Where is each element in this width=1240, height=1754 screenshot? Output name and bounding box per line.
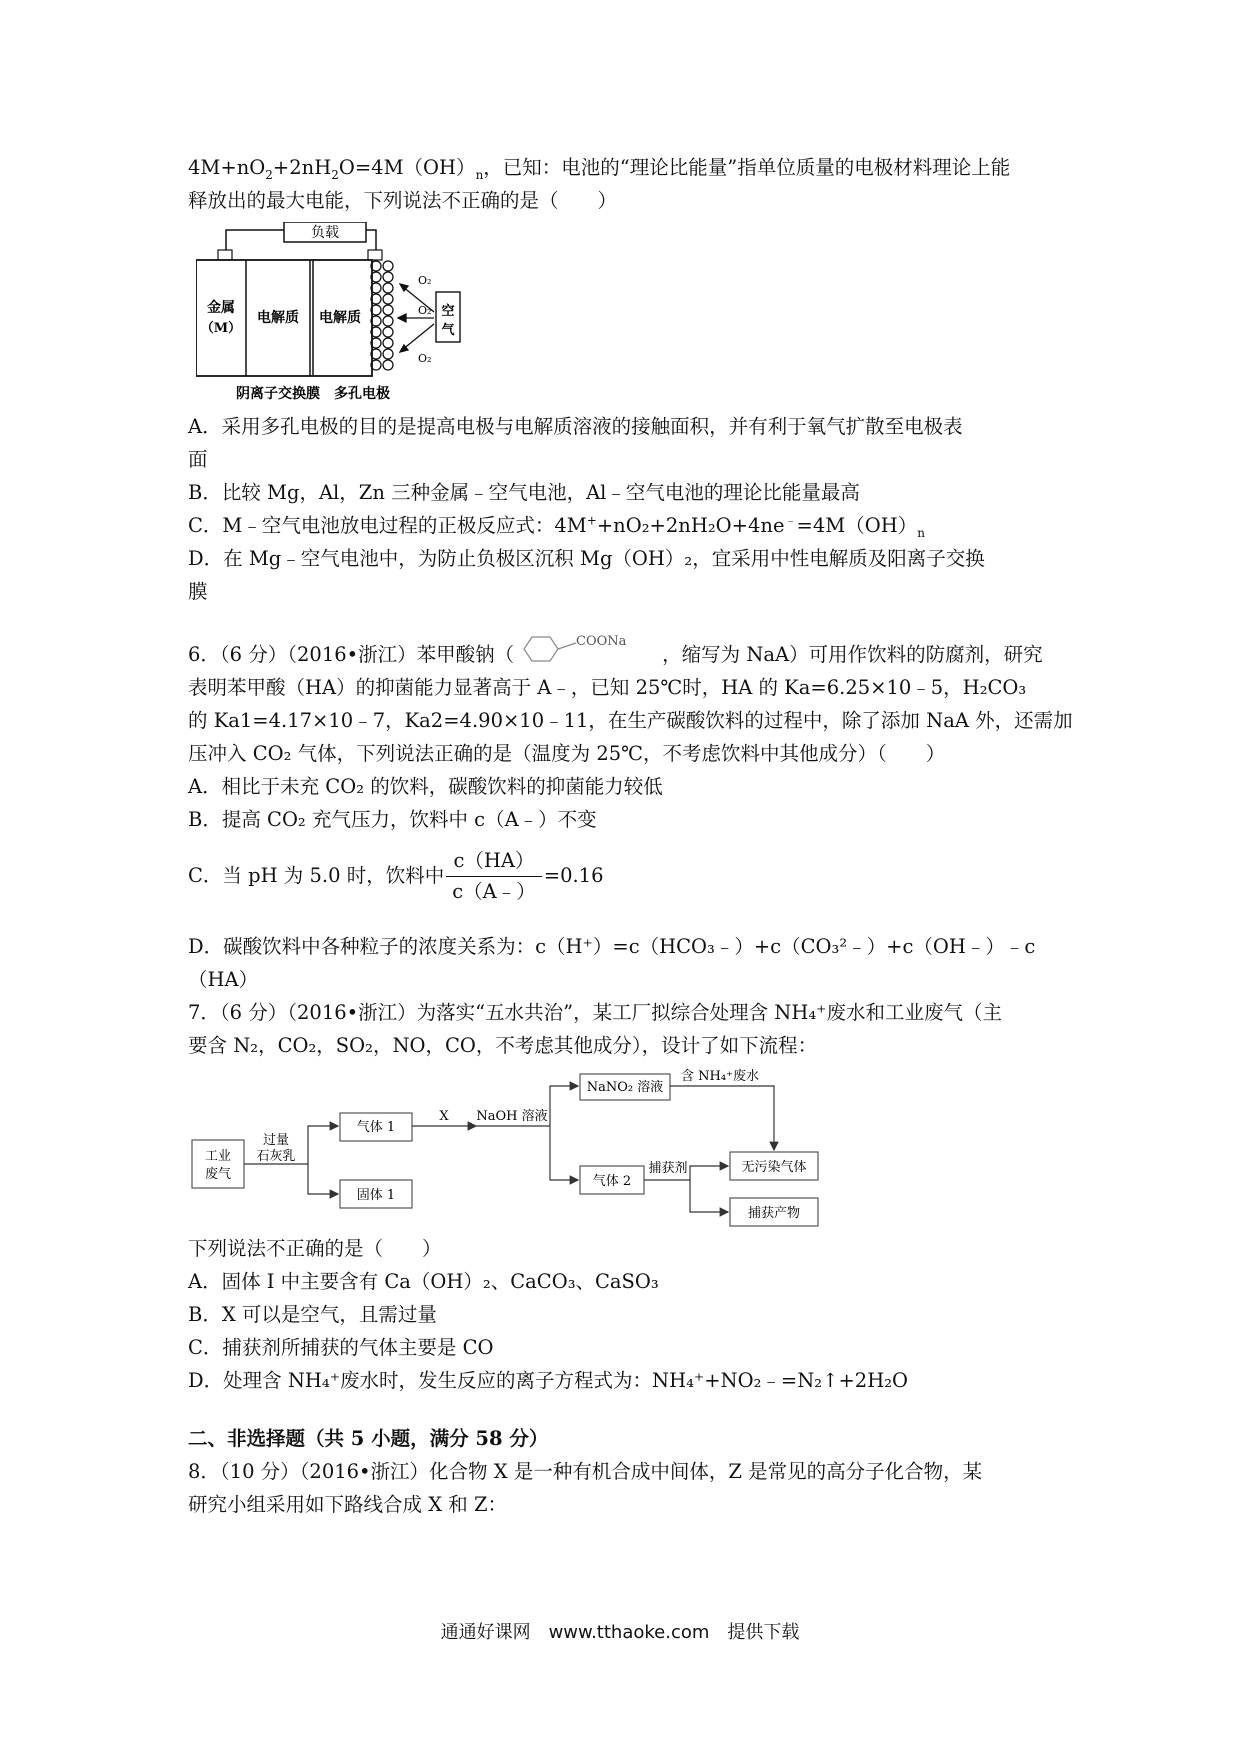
fraction xyxy=(446,846,542,907)
q5-option-a-1: A．采用多孔电极的目的是提高电极与电解质溶液的接触面积，并有利于氧气扩散至电极表 xyxy=(188,415,963,438)
q6-option-d-2: （HA） xyxy=(188,968,259,991)
flow-gas-in-1: 工业 xyxy=(204,1149,232,1164)
q8-line1: 8．（10 分）（2016•浙江）化合物 X 是一种有机合成中间体，Z 是常见的高分子化合物，某 xyxy=(188,1460,983,1483)
flow-capture: 捕获剂 xyxy=(648,1161,688,1176)
q5-option-c: C．M﹣空气电池放电过程的正极反应式：$4M^++nO_2+2nH_2O+4ne^﹣=4M(OH)_n$ xyxy=(188,513,925,540)
q7-option-c: C．捕获剂所捕获的气体主要是 CO xyxy=(188,1336,494,1359)
q6-option-a: A．相比于未充 CO₂ 的饮料，碳酸饮料的抑菌能力较低 xyxy=(188,775,663,798)
flow-gas1: 气体 1 xyxy=(356,1120,396,1135)
q6-option-b: B．提高 CO₂ 充气压力，饮料中 c（A﹣）不变 xyxy=(188,808,597,831)
q7-line1: 7．（6 分）（2016•浙江）为落实“五水共治”，某工厂拟综合处理含 NH₄⁺废水和工业废气（主 xyxy=(188,1001,1002,1024)
flow-naoh: NaOH 溶液 xyxy=(476,1109,548,1124)
q7-option-d: D．处理含 NH₄⁺废水时，发生反应的离子方程式为：NH₄⁺+NO₂﹣=N₂↑+2H₂O xyxy=(188,1369,909,1392)
flow-lime-1: 过量 xyxy=(262,1133,290,1148)
flow-gas-in-2: 废气 xyxy=(204,1167,232,1182)
q8-line2: 研究小组采用如下路线合成 X 和 Z： xyxy=(188,1493,508,1516)
q5-line1: $4M+nO_2+2nH_2O=4M(OH)_n$，已知：电池的“理论比能量”指单位质量的电极材料理论上能 xyxy=(188,156,1011,182)
q6-line3: 的 Ka1=4.17×10﹣7，Ka2=4.90×10﹣11，在生产碳酸饮料的过程中，除了添加 NaA 外，还需加 xyxy=(188,709,1073,732)
text: =4M（OH） xyxy=(796,514,918,537)
section-heading: 二、非选择题（共 5 小题，满分 58 分） xyxy=(188,1427,549,1450)
text: =0.16 xyxy=(543,864,604,887)
text: C．当 pH 为 5.0 时，饮料中 xyxy=(188,864,445,887)
text: +2nH xyxy=(272,156,332,179)
flow-diagram xyxy=(190,1068,840,1228)
battery-caption: 阴离子交换膜 多孔电极 xyxy=(236,386,390,402)
q5-option-d-1: D．在 Mg﹣空气电池中，为防止负极区沉积 Mg（OH）₂，宜采用中性电解质及阳离子交换 xyxy=(188,547,985,570)
text: 4M+nO xyxy=(188,156,266,179)
q5-option-d-2: 膜 xyxy=(188,580,208,603)
q7-question: 下列说法不正确的是（ ） xyxy=(188,1237,442,1260)
electrolyte-left-label: 电解质 xyxy=(257,310,299,326)
q5-option-a-2: 面 xyxy=(188,448,208,471)
q5-option-b: B．比较 Mg，Al，Zn 三种金属﹣空气电池，Al﹣空气电池的理论比能量最高 xyxy=(188,481,860,504)
flow-capture-product: 捕获产物 xyxy=(747,1206,801,1221)
load-label: 负载 xyxy=(311,225,339,241)
o2-label-top: O₂ xyxy=(418,274,432,287)
electrolyte-right-label: 电解质 xyxy=(319,310,361,326)
text: O=4M（OH） xyxy=(338,156,476,179)
q6-line1 xyxy=(188,633,1068,671)
q7-line2: 要含 N₂，CO₂，SO₂，NO，CO，不考虑其他成分），设计了如下流程： xyxy=(188,1034,818,1057)
q6-option-c xyxy=(188,846,1068,907)
text: ，已知：电池的“理论比能量”指单位质量的电极材料理论上能 xyxy=(483,156,1011,179)
text: C．M﹣空气电池放电过程的正极反应式：4M xyxy=(188,514,587,537)
q7-option-b: B．X 可以是空气，且需过量 xyxy=(188,1303,437,1326)
text: +nO₂+2nH₂O+4ne xyxy=(596,514,785,537)
q6-line4: 压冲入 CO₂ 气体，下列说法正确的是（温度为 25℃，不考虑饮料中其他成分）（ ） xyxy=(188,742,946,765)
flow-gas2: 气体 2 xyxy=(592,1174,632,1189)
o2-label-bottom: O₂ xyxy=(418,352,432,365)
q5-line2: 释放出的最大电能，下列说法不正确的是（ ） xyxy=(188,189,618,212)
o2-label-mid: O₂ xyxy=(418,304,432,317)
flow-nh4-waste: 含 NH₄⁺废水 xyxy=(681,1069,759,1084)
fraction-numerator: c（HA） xyxy=(446,846,542,877)
benzoate-structure xyxy=(514,633,662,671)
q7-option-a: A．固体 I 中主要含有 Ca（OH）₂、CaCO₃、CaSO₃ xyxy=(188,1270,659,1293)
metal-label: 金属 xyxy=(207,300,235,316)
flow-nano2: NaNO₂ 溶液 xyxy=(586,1080,664,1095)
q6-option-d-1: D．碳酸饮料中各种粒子的浓度关系为：c（H⁺）=c（HCO₃﹣）+c（CO₃²﹣）+c（OH﹣）﹣c xyxy=(188,935,1036,958)
metal-m-label: （M） xyxy=(200,321,242,336)
page-footer: 通通好课网 www.tthaoke.com 提供下载 xyxy=(440,1622,800,1643)
coona-label: COONa xyxy=(576,633,627,649)
text: ，缩写为 NaA）可用作饮料的防腐剂，研究 xyxy=(662,643,1043,666)
air-label: 空 xyxy=(441,304,455,319)
q6-line2: 表明苯甲酸（HA）的抑菌能力显著高于 A﹣，已知 25℃时，HA 的 Ka=6.25×10﹣5，H₂CO₃ xyxy=(188,676,1027,699)
porous-electrode xyxy=(371,261,393,370)
battery-diagram xyxy=(196,222,486,402)
flow-solid1: 固体 1 xyxy=(356,1188,396,1203)
flow-clean-gas: 无污染气体 xyxy=(741,1160,807,1175)
flow-lime-2: 石灰乳 xyxy=(256,1149,296,1164)
text: 6．（6 分）（2016•浙江）苯甲酸钠（ xyxy=(188,643,515,666)
fraction-denominator: c（A﹣） xyxy=(452,880,536,903)
flow-x: X xyxy=(439,1109,449,1124)
air-label-2: 气 xyxy=(441,323,455,338)
